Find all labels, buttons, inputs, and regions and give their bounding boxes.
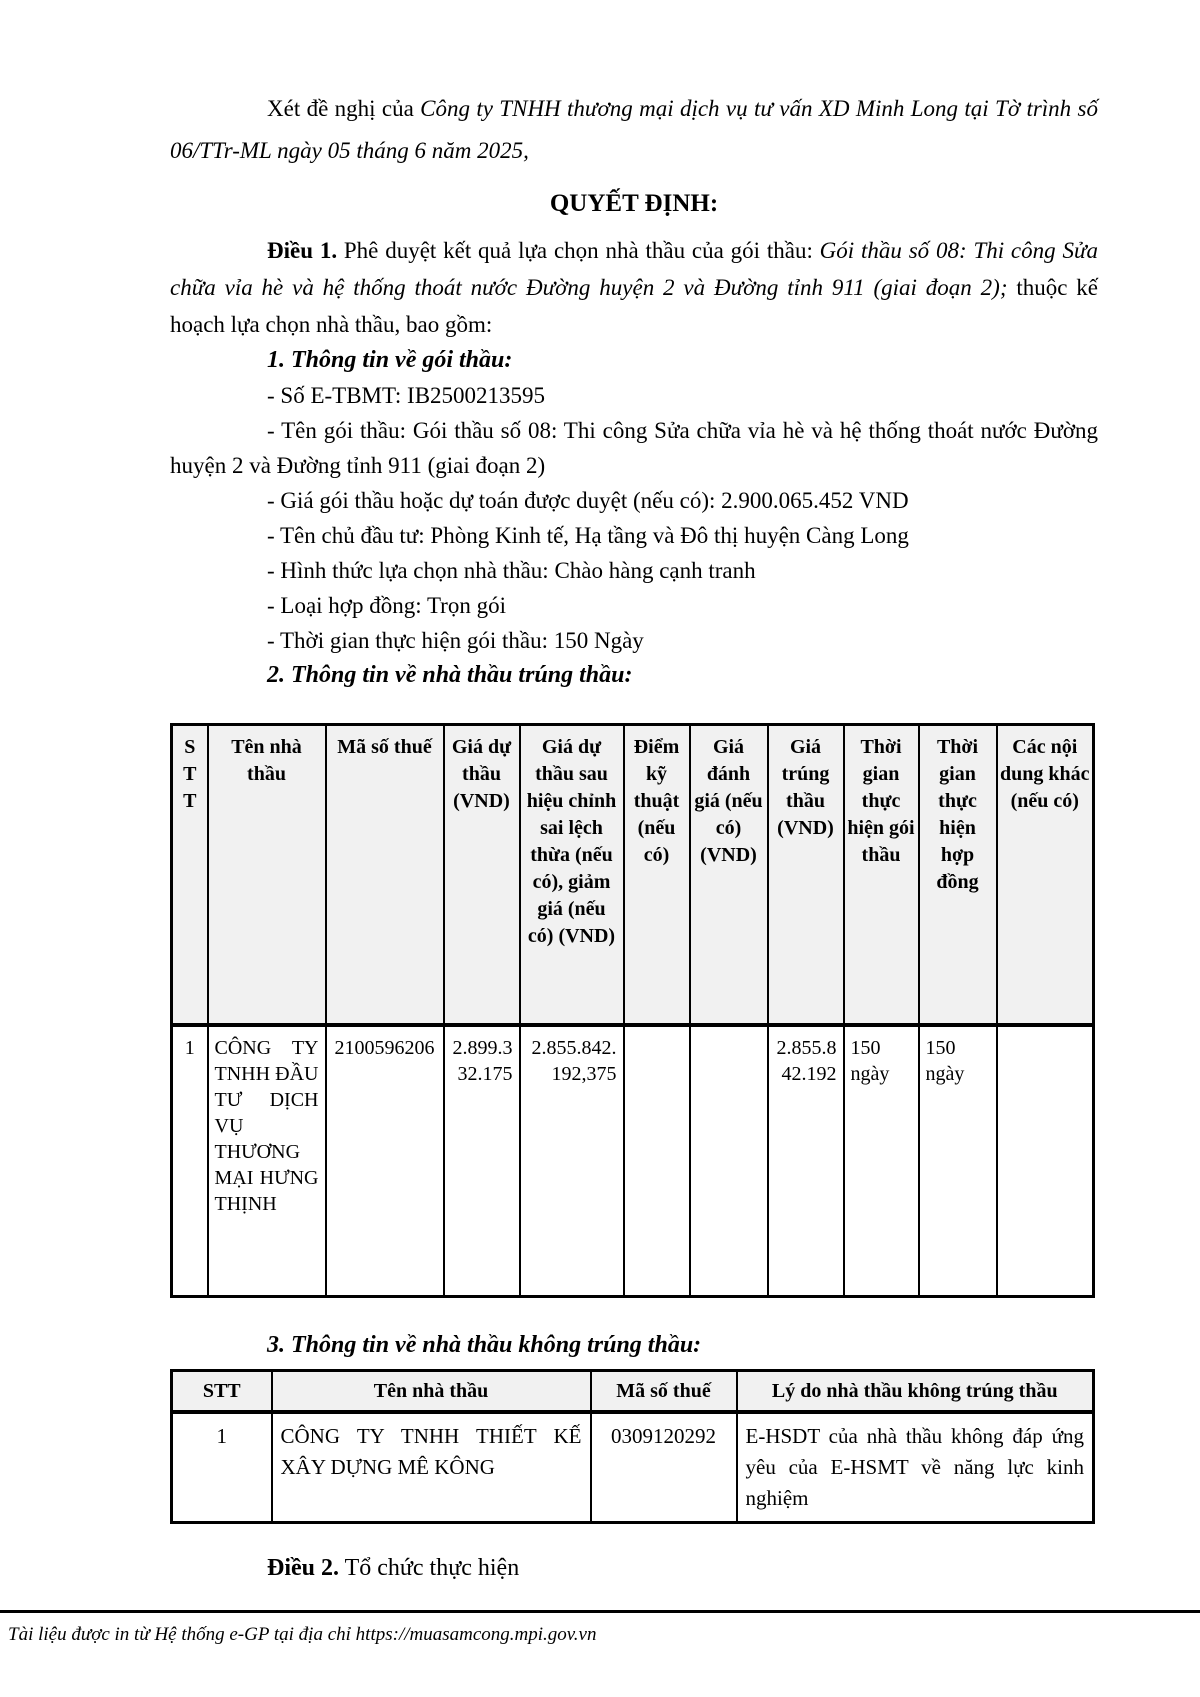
cell-stt: 1 <box>172 1412 272 1523</box>
cell-ten-nha-thau: CÔNG TY TNHH ĐẦU TƯ DỊCH VỤ THƯƠNG MẠI HƯNG THỊNH <box>208 1025 326 1297</box>
article1-text-after: thuộc kế hoạch lựa chọn nhà thầu, bao gồm: <box>170 275 1098 337</box>
footer-print-note: Tài liệu được in từ Hệ thống e-GP tại địa chỉ https://muasamcong.mpi.gov.vn <box>8 1624 597 1645</box>
article2-paragraph <box>170 1550 1098 1586</box>
col-header-gia-danh-gia: Giá đánh giá (nếu có) (VND) <box>690 725 768 1025</box>
cell-ly-do: E-HSDT của nhà thầu không đáp ứng yêu của E-HSMT về năng lực kinh nghiệm <box>737 1412 1094 1523</box>
col-header-gia-du-thau: Giá dự thầu (VND) <box>444 725 520 1025</box>
intro-paragraph <box>170 88 1098 172</box>
cell-ten-nha-thau: CÔNG TY TNHH THIẾT KẾ XÂY DỰNG MÊ KÔNG <box>272 1412 591 1523</box>
col-header-ma-so-thue: Mã số thuế <box>326 725 444 1025</box>
section1-heading: 1. Thông tin về gói thầu: <box>267 347 513 373</box>
cell-thoi-gian-goi-thau: 150 ngày <box>844 1025 919 1297</box>
cell-ma-so-thue: 2100596206 <box>326 1025 444 1297</box>
cell-stt: 1 <box>172 1025 208 1297</box>
col-header-gia-sau-hieu-chinh: Giá dự thầu sau hiệu chỉnh sai lệch thừa (nếu có), giảm giá (nếu có) (VND) <box>520 725 624 1025</box>
article1-emphasis: Gói thầu số 08: Thi công Sửa chữa vỉa hè và hệ thống thoát nước Đường huyện 2 và Đường tỉnh 911 (giai đoạn 2); <box>170 238 1099 300</box>
awarded-table-header-row <box>172 725 1094 1025</box>
footer-divider <box>0 1610 1200 1613</box>
cell-noi-dung-khac <box>997 1025 1094 1297</box>
col-header-diem-ky-thuat: Điểm kỹ thuật (nếu có) <box>624 725 690 1025</box>
section2-heading: 2. Thông tin về nhà thầu trúng thầu: <box>267 662 633 688</box>
package-info-item-thoi-gian: - Thời gian thực hiện gói thầu: 150 Ngày <box>267 628 644 653</box>
col-header-stt: STT <box>172 725 208 1025</box>
cell-gia-trung-thau: 2.855.842.192 <box>768 1025 844 1297</box>
col-header-thoi-gian-hop-dong: Thời gian thực hiện hợp đồng <box>919 725 997 1025</box>
package-info-item-ten-goi-thau: - Tên gói thầu: Gói thầu số 08: Thi công Sửa chữa vỉa hè và hệ thống thoát nước Đường huyện 2 và Đường tỉnh 911 (giai đoạn 2) <box>170 418 1098 478</box>
intro-emphasis: Công ty TNHH thương mại dịch vụ tư vấn XD Minh Long tại Tờ trình số 06/TTr-ML ngày 05 tháng 6 năm 2025, <box>170 96 1098 163</box>
package-info-item-hinh-thuc: - Hình thức lựa chọn nhà thầu: Chào hàng cạnh tranh <box>267 558 756 583</box>
col-header-thoi-gian-goi-thau: Thời gian thực hiện gói thầu <box>844 725 919 1025</box>
col-header-ten-nha-thau: Tên nhà thầu <box>272 1371 591 1413</box>
awarded-bidder-table <box>170 723 1095 1298</box>
decision-heading: QUYẾT ĐỊNH: <box>549 190 719 217</box>
article1-text-before: Phê duyệt kết quả lựa chọn nhà thầu của gói thầu: <box>337 238 820 263</box>
col-header-gia-trung-thau: Giá trúng thầu (VND) <box>768 725 844 1025</box>
article1-label: Điều 1. <box>267 238 338 263</box>
cell-gia-sau-hieu-chinh: 2.855.842.192,375 <box>520 1025 624 1297</box>
col-header-ten-nha-thau: Tên nhà thầu <box>208 725 326 1025</box>
rejected-bidder-table <box>170 1369 1095 1524</box>
col-header-ly-do: Lý do nhà thầu không trúng thầu <box>737 1371 1094 1413</box>
cell-thoi-gian-hop-dong: 150 ngày <box>919 1025 997 1297</box>
col-header-ma-so-thue: Mã số thuế <box>591 1371 737 1413</box>
cell-diem-ky-thuat <box>624 1025 690 1297</box>
package-info-item-etbmt: - Số E-TBMT: IB2500213595 <box>267 383 546 408</box>
document-content <box>170 88 1098 1586</box>
article2-text: Tổ chức thực hiện <box>339 1555 520 1581</box>
rejected-table-header-row <box>172 1371 1094 1413</box>
intro-prefix: Xét đề nghị của <box>267 96 421 121</box>
cell-ma-so-thue: 0309120292 <box>591 1412 737 1523</box>
col-header-stt: STT <box>172 1371 272 1413</box>
package-info-item-gia-goi-thau: - Giá gói thầu hoặc dự toán được duyệt (nếu có): 2.900.065.452 VND <box>267 488 909 513</box>
cell-gia-danh-gia <box>690 1025 768 1297</box>
rejected-table-row <box>172 1412 1094 1523</box>
cell-gia-du-thau: 2.899.332.175 <box>444 1025 520 1297</box>
section3-heading: 3. Thông tin về nhà thầu không trúng thầu: <box>267 1332 702 1358</box>
col-header-noi-dung-khac: Các nội dung khác (nếu có) <box>997 725 1094 1025</box>
awarded-table-row <box>172 1025 1094 1297</box>
package-info-item-loai-hop-dong: - Loại hợp đồng: Trọn gói <box>267 593 506 618</box>
package-info-item-chu-dau-tu: - Tên chủ đầu tư: Phòng Kinh tế, Hạ tầng và Đô thị huyện Càng Long <box>267 523 909 548</box>
article2-label: Điều 2. <box>267 1555 339 1581</box>
article1-paragraph <box>170 232 1098 343</box>
